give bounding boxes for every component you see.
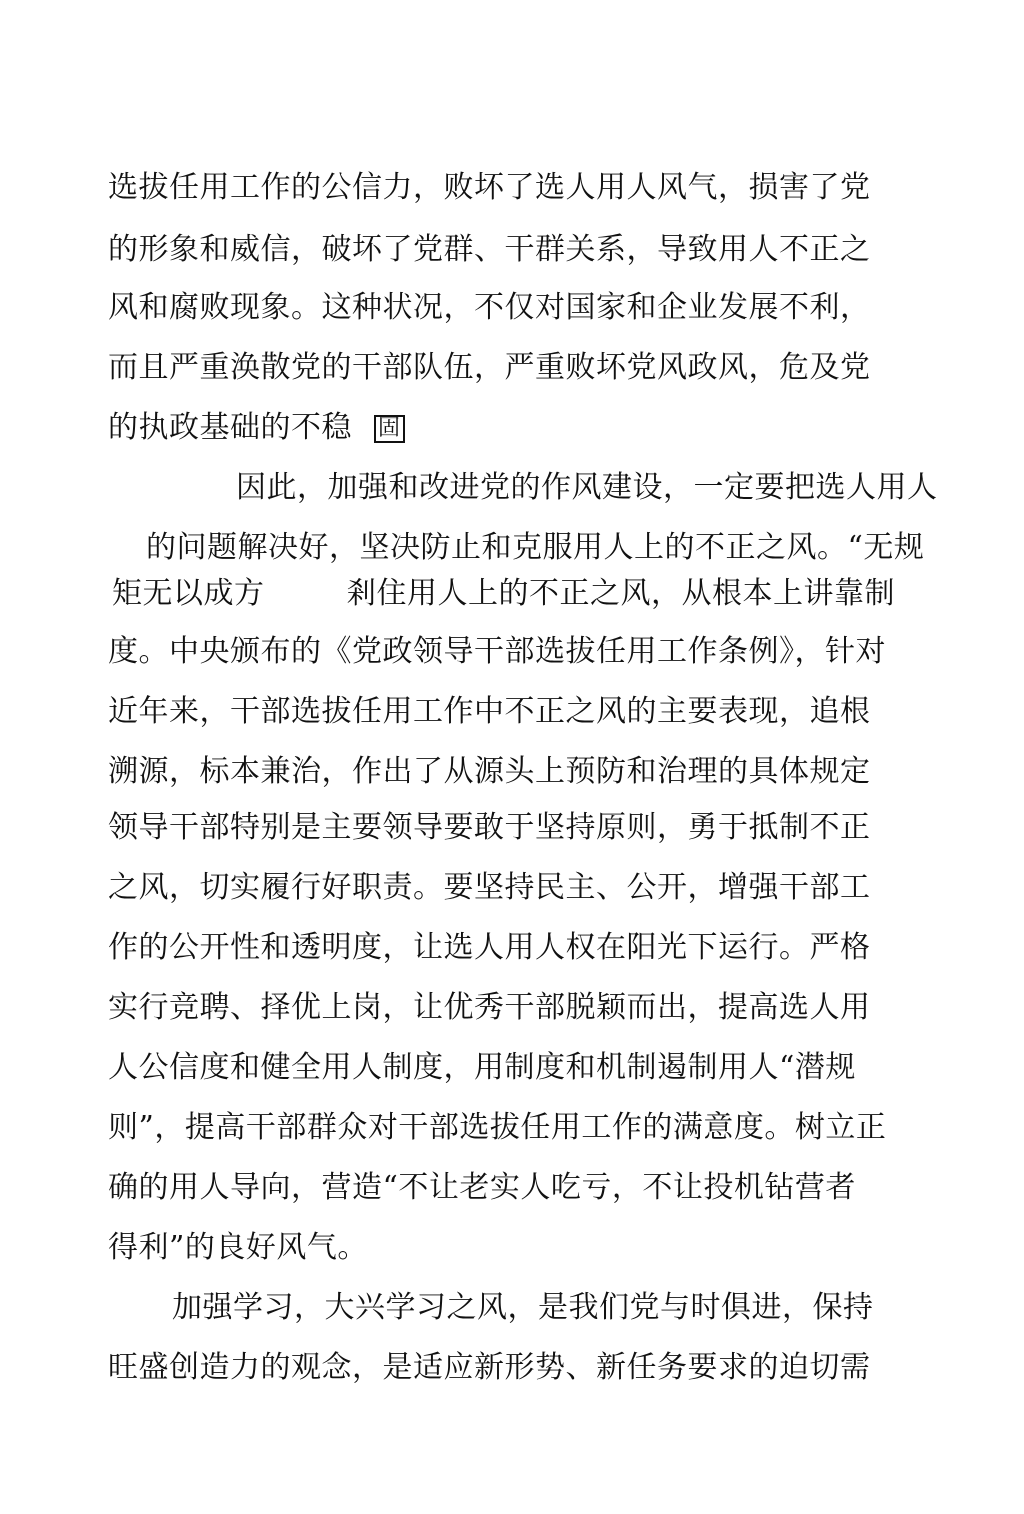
text-line-16: 人公信度和健全用人制度，用制度和机制遏制用人“潜规 xyxy=(108,1050,856,1085)
text-line-19: 得利”的良好风气。 xyxy=(108,1230,368,1265)
text-line-3: 风和腐败现象。这种状况，不仅对国家和企业发展不利， xyxy=(108,290,871,325)
text-line-20: 加强学习，大兴学习之风，是我们党与时俱进，保持 xyxy=(172,1290,874,1325)
text-line-2: 的形象和威信，破坏了党群、干群关系，导致用人不正之 xyxy=(108,232,871,267)
text-line-8b: 剎住用人上的不正之风，从根本上讲靠制 xyxy=(346,576,895,611)
text-line-18: 确的用人导向，营造“不让老实人吃亏，不让投机钻营者 xyxy=(108,1170,856,1205)
text-line-1: 选拔任用工作的公信力，败坏了选人用人风气，损害了党 xyxy=(108,170,871,205)
text-line-12: 领导干部特别是主要领导要敢于坚持原则，勇于抵制不正 xyxy=(108,810,871,845)
text-line-17: 则”，提高干部群众对干部选拔任用工作的满意度。树立正 xyxy=(108,1110,887,1145)
text-line-15: 实行竞聘、择优上岗，让优秀干部脱颖而出，提高选人用 xyxy=(108,990,871,1025)
boxed-character: 固 xyxy=(374,415,405,443)
text-line-14: 作的公开性和透明度，让选人用人权在阳光下运行。严格 xyxy=(108,930,871,965)
text-line-21: 旺盛创造力的观念，是适应新形势、新任务要求的迫切需 xyxy=(108,1350,871,1385)
text-line-5 xyxy=(108,408,405,448)
text-line-6: 因此，加强和改进党的作风建设，一定要把选人用人 xyxy=(236,470,938,505)
text-line-4: 而且严重涣散党的干部队伍，严重败坏党风政风，危及党 xyxy=(108,350,871,385)
text-line-9: 度。中央颁布的《党政领导干部选拔任用工作条例》，针对 xyxy=(108,634,886,669)
text-line-10: 近年来，干部选拔任用工作中不正之风的主要表现，追根 xyxy=(108,694,871,729)
text-line-11: 溯源，标本兼治，作出了从源头上预防和治理的具体规定 xyxy=(108,754,871,789)
text-line-7: 的问题解决好，坚决防止和克服用人上的不正之风。“无规 xyxy=(146,530,925,565)
text-line-5-main: 的执政基础的不稳 xyxy=(108,410,352,445)
text-line-13: 之风，切实履行好职责。要坚持民主、公开，增强干部工 xyxy=(108,870,871,905)
text-line-8a: 矩无以成方 xyxy=(112,576,265,611)
